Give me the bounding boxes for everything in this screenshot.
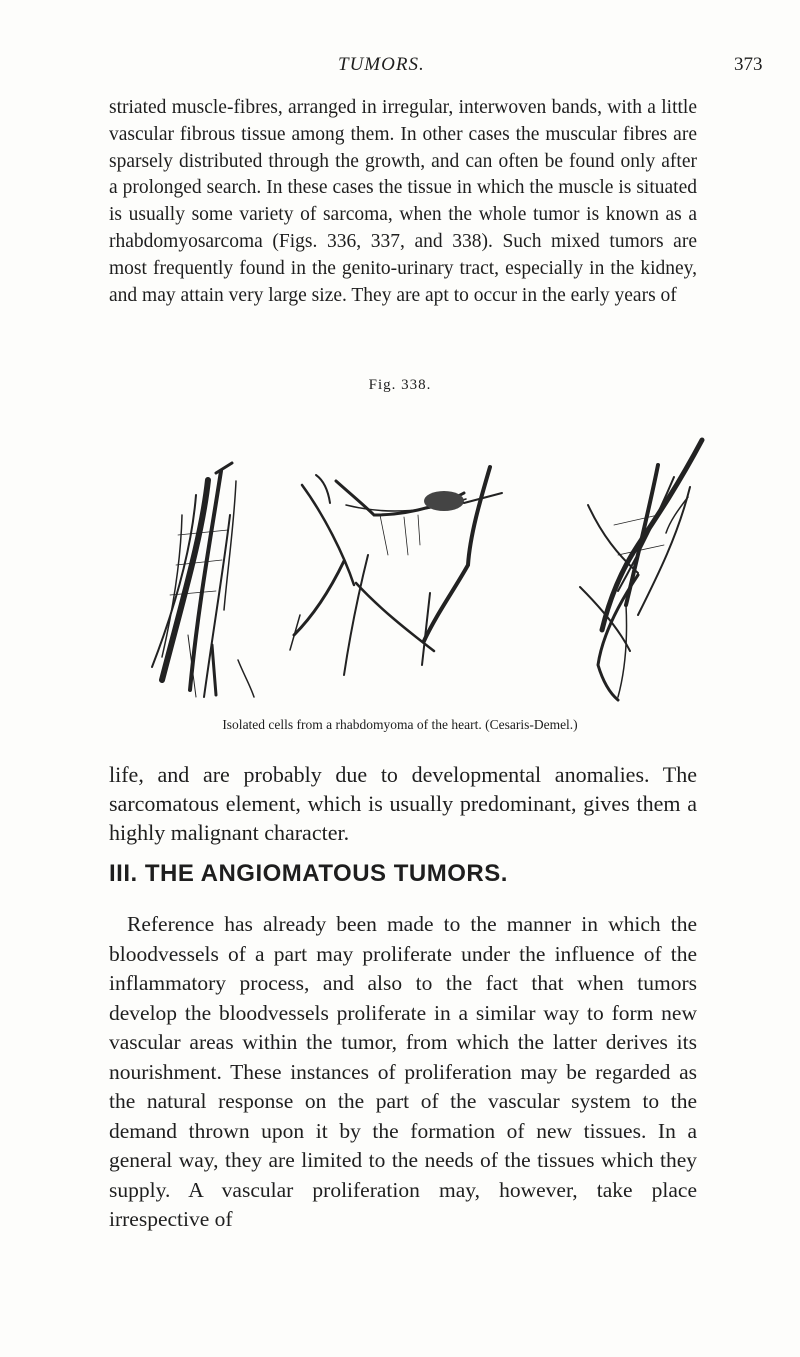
body-paragraph-1: striated muscle-fibres, arranged in irregular, interwoven bands, with a little vascular fibrous tissue among them. In other cases the muscular fibres are sparsely distributed through the growth, and can often be found only after a prolonged search. In these cases the tissue in which the muscle is situated is usually some variety of sarcoma, when the whole tumor is known as a rhabdomyosarcoma (Figs. 336, 337, and 338). Such mixed tumors are most frequently found in the genito-urinary tract, especially in the kidney, and may attain very large size. They are apt to occur in the early years of: [109, 97, 697, 306]
section-heading: III. THE ANGIOMATOUS TUMORS.: [109, 860, 508, 887]
figure-illustration: [118, 405, 706, 705]
body-paragraph-3: Reference has already been made to the manner in which the bloodvessels of a part may proliferate under the influence of the inflammatory process, and also to the fact that when tumors develop the bloodvessels proliferate in a similar way to form new vascular areas within the tumor, from which the latter derives its nourishment. These instances of proliferation may be regarded as the natural response on the part of the vascular system to the demand thrown upon it by the formation of new tissues. In a general way, they are limited to the needs of the tissues which they supply. A vascular proliferation may, however, take place irrespective of: [109, 912, 697, 1231]
page-number: 373: [734, 54, 763, 75]
running-title: TUMORS.: [338, 54, 425, 75]
page-header: [0, 54, 800, 84]
right-cell-cluster: [580, 440, 702, 700]
center-cell-cluster: [290, 467, 502, 675]
left-cell-cluster: [152, 463, 254, 697]
figure-caption: Isolated cells from a rhabdomyoma of the heart. (Cesaris-Demel.): [222, 717, 578, 732]
body-paragraph-2: life, and are probably due to developmental anomalies. The sarcomatous element, which is usually predominant, gives them a highly malignant character.: [109, 762, 697, 845]
figure-label: Fig. 338.: [368, 377, 432, 393]
